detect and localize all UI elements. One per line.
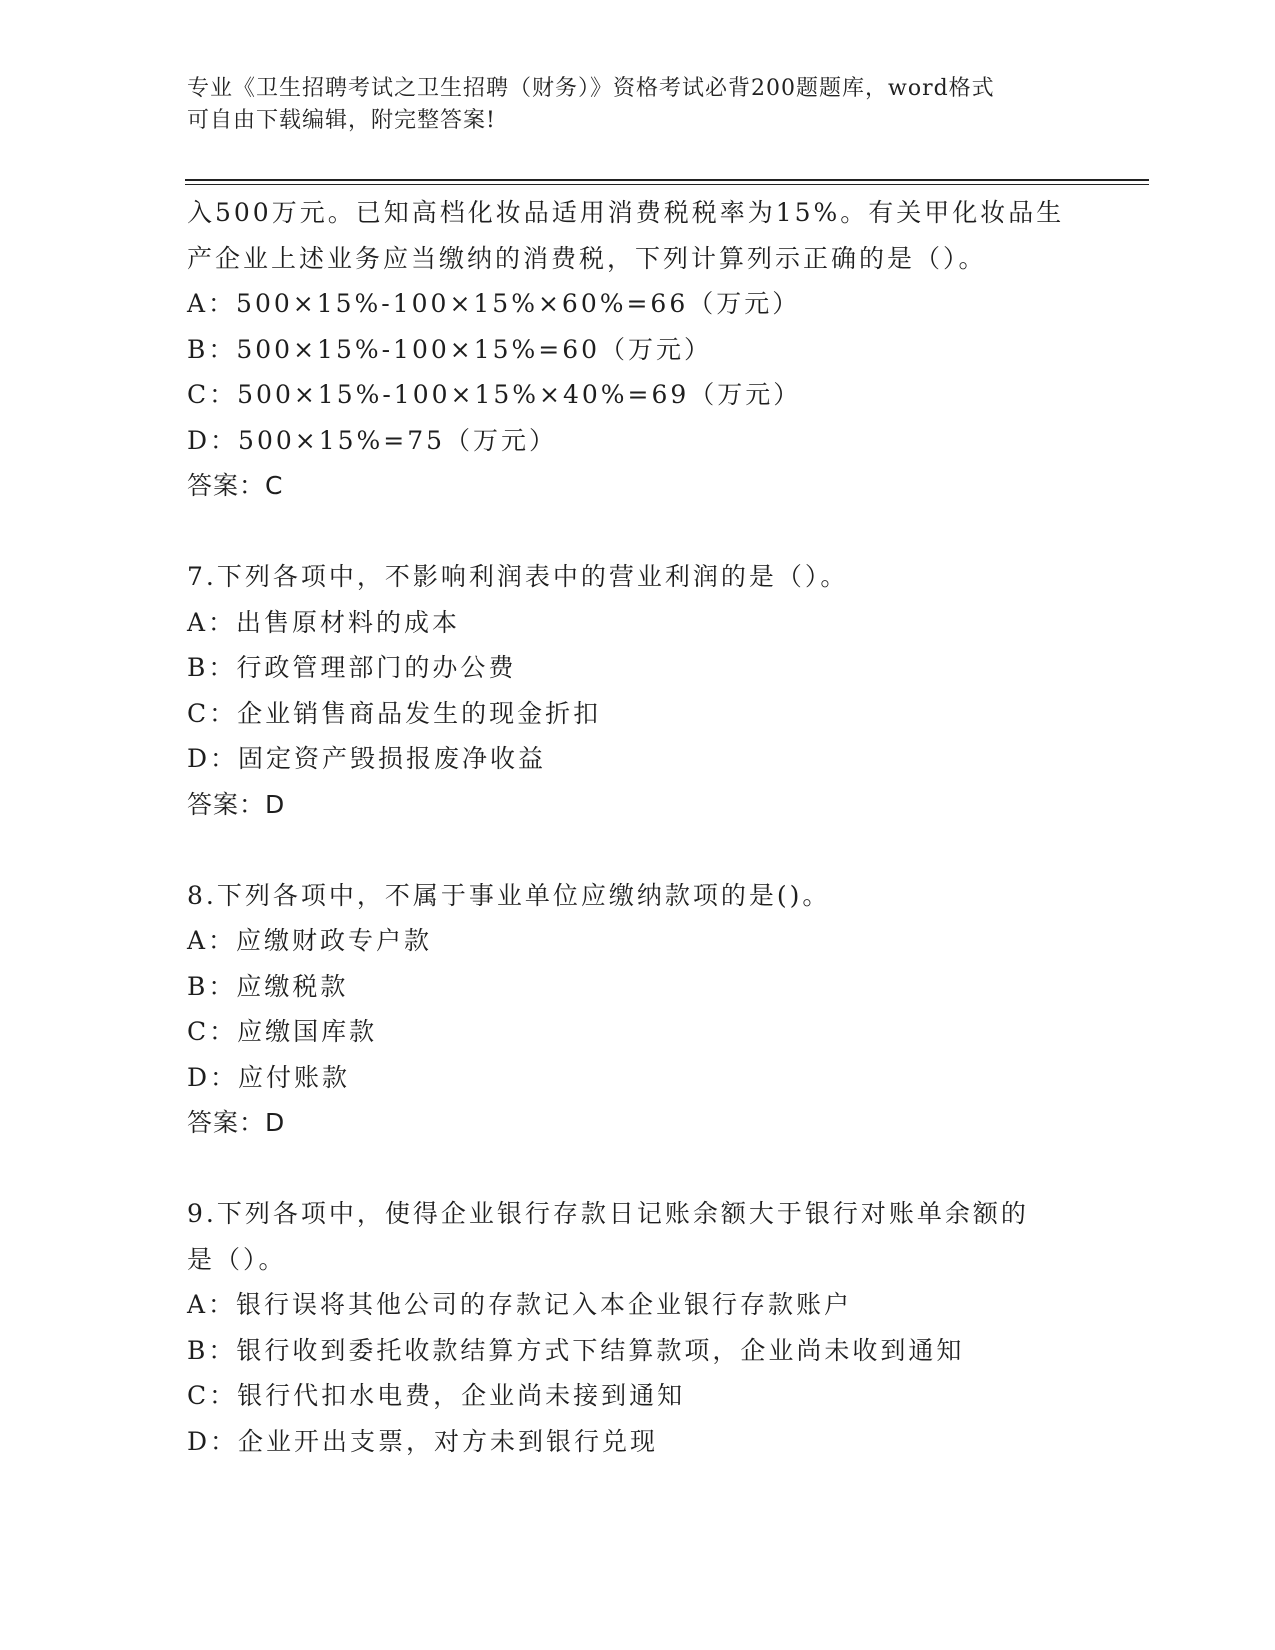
- option-c: C：银行代扣水电费，企业尚未接到通知: [187, 1381, 686, 1410]
- question-stem-line: 9.下列各项中，使得企业银行存款日记账余额大于银行对账单余额的: [187, 1199, 1029, 1228]
- option-d: D：500×15%=75（万元）: [187, 425, 558, 455]
- option-a: A：500×15%-100×15%×60%=66（万元）: [187, 289, 801, 318]
- option-a: A：应缴财政专户款: [187, 926, 433, 955]
- option-c: C：500×15%-100×15%×40%=69（万元）: [187, 380, 802, 409]
- header-divider-thick: [185, 179, 1149, 181]
- question-stem-line: 产企业上述业务应当缴纳的消费税，下列计算列示正确的是（）。: [187, 243, 987, 273]
- option-b: B：行政管理部门的办公费: [187, 653, 517, 682]
- answer-line: 答案：D: [187, 1108, 286, 1137]
- option-b: B：应缴税款: [187, 971, 349, 1001]
- option-a: A：银行误将其他公司的存款记入本企业银行存款账户: [187, 1290, 853, 1319]
- question-content: [187, 190, 1137, 1464]
- answer-line: 答案：D: [187, 789, 286, 819]
- option-b: B：500×15%-100×15%=60（万元）: [187, 334, 713, 364]
- question-9: [187, 1191, 1137, 1464]
- option-c: C：企业销售商品发生的现金折扣: [187, 698, 602, 728]
- question-stem-line: 7.下列各项中，不影响利润表中的营业利润的是（）。: [187, 562, 849, 591]
- question-8: [187, 873, 1137, 1146]
- option-c: C：应缴国库款: [187, 1017, 378, 1046]
- header-divider-thin: [185, 184, 1149, 185]
- spacer: [187, 509, 1137, 555]
- question-stem-line: 8.下列各项中，不属于事业单位应缴纳款项的是()。: [187, 880, 831, 910]
- question-6: [187, 190, 1137, 509]
- question-stem-line: 入500万元。已知高档化妆品适用消费税税率为15%。有关甲化妆品生: [187, 198, 1065, 227]
- header-title-line-2: 可自由下载编辑，附完整答案!: [187, 108, 496, 133]
- answer-line: 答案：C: [187, 471, 284, 500]
- option-d: D：固定资产毁损报废净收益: [187, 744, 547, 773]
- option-d: D：企业开出支票，对方未到银行兑现: [187, 1426, 659, 1456]
- question-stem-line: 是（）。: [187, 1244, 287, 1274]
- document-header: [187, 73, 1087, 137]
- header-title-line-1: 专业《卫生招聘考试之卫生招聘（财务）》资格考试必背200题题库，word格式: [187, 76, 995, 101]
- spacer: [187, 827, 1137, 873]
- option-a: A：出售原材料的成本: [187, 607, 461, 637]
- question-7: [187, 554, 1137, 827]
- option-d: D：应付账款: [187, 1062, 351, 1092]
- spacer: [187, 1146, 1137, 1192]
- option-b: B：银行收到委托收款结算方式下结算款项，企业尚未收到通知: [187, 1335, 965, 1365]
